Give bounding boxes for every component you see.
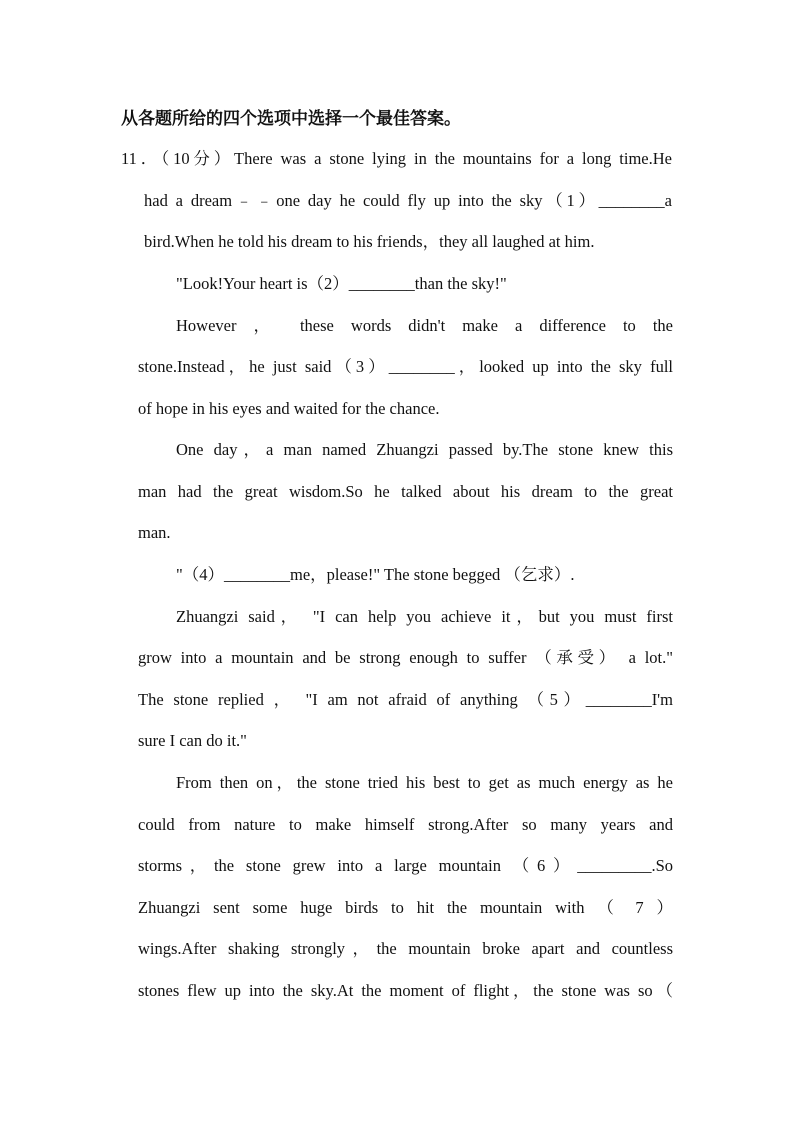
- question-line: man had the great wisdom.So he talked about his dream to the great: [138, 482, 673, 501]
- question-line: From then on，the stone tried his best to get as much energy as he: [176, 773, 673, 792]
- question-line: grow into a mountain and be strong enough to suffer （承受） a lot.": [138, 648, 673, 667]
- question-line: could from nature to make himself strong.After so many years and: [138, 815, 673, 834]
- question-line: of hope in his eyes and waited for the chance.: [138, 399, 440, 418]
- question-line: stone.Instead，he just said（3）________，looked up into the sky full: [138, 357, 673, 376]
- section-instruction: 从各题所给的四个选项中选择一个最佳答案。: [121, 109, 461, 129]
- question-line: bird.When he told his dream to his friends，they all laughed at him.: [144, 232, 595, 251]
- question-line: had a dream﹣﹣one day he could fly up into the sky（1）________a: [144, 191, 672, 210]
- question-line: Zhuangzi sent some huge birds to hit the mountain with （ 7 ）: [138, 898, 673, 917]
- question-line: One day，a man named Zhuangzi passed by.The stone knew this: [176, 440, 673, 459]
- question-line: However ， these words didn't make a difference to the: [176, 316, 673, 335]
- question-line: "Look!Your heart is（2）________than the sky!": [176, 274, 507, 293]
- question-line: storms，the stone grew into a large mountain （6）_________.So: [138, 856, 673, 875]
- question-line: stones flew up into the sky.At the moment of flight，the stone was so（: [138, 981, 673, 1000]
- question-line: man.: [138, 523, 171, 542]
- question-line: The stone replied ， "I am not afraid of anything （5）________I'm: [138, 690, 673, 709]
- question-line: wings.After shaking strongly，the mountain broke apart and countless: [138, 939, 673, 958]
- question-line: Zhuangzi said， "I can help you achieve it，but you must first: [176, 607, 673, 626]
- question-line: 11．（10分）There was a stone lying in the mountains for a long time.He: [121, 149, 672, 168]
- question-line: "（4）________me，please!" The stone begged （乞求）.: [176, 565, 575, 584]
- question-line: sure I can do it.": [138, 731, 247, 750]
